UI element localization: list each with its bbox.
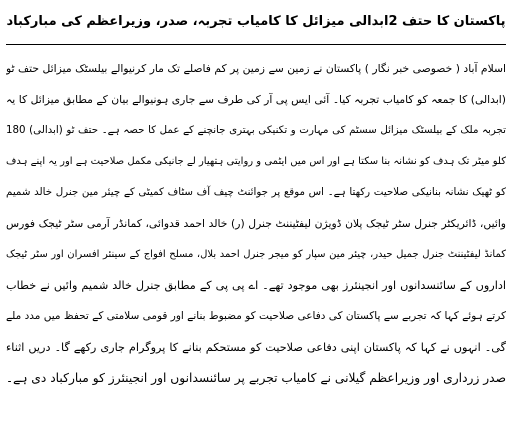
body-line: اداروں کے سائنسدانوں اور انجینئرز بھی موجود تھے۔ اے پی پی کے مطابق جنرل خالد شمیم وائیں نے خطاب bbox=[6, 279, 506, 292]
body-line: کو ٹھیک نشانہ بنانیکی صلاحیت رکھتا ہے۔ اس موقع پر جوائنٹ چیف آف سٹاف کمیٹی کے چیئر مین جنرل خالد شمیم bbox=[6, 186, 506, 198]
article-body bbox=[6, 53, 506, 394]
body-line: (ابدالی) کا جمعہ کو کامیاب تجربہ کیا۔ آئی ایس پی آر کی طرف سے جاری ہونیوالے بیان کے مطابق میزائل کا یہ bbox=[6, 93, 506, 106]
body-line: کرتے ہوئے کہا کہ تجربے سے پاکستان کی دفاعی صلاحیت کو مضبوط بنانے اور قومی سلامتی کے تحفظ میں مدد ملے bbox=[6, 310, 506, 322]
body-line: کمانڈ لیفٹیننٹ جنرل جمیل حیدر، چیئر مین سپار کو میجر جنرل احمد بلال، مسلح افواج کے سینئر افسران اور سٹر ٹیجک bbox=[6, 249, 506, 260]
body-line: کلو میٹر تک ہدف کو نشانہ بنا سکتا ہے اور اس میں ایٹمی و روایتی ہتھیار لے جانیکی مکمل صلاحیت ہے اور یہ اپنے ہدف bbox=[6, 156, 506, 167]
article-headline: پاکستان کا حتف 2ابدالی میزائل کا کامیاب تجربہ، صدر، وزیراعظم کی مبارکباد bbox=[6, 14, 506, 29]
headline-divider bbox=[6, 44, 506, 45]
body-line: صدر زرداری اور وزیراعظم گیلانی نے کامیاب تجربے پر سائنسدانوں اور انجینئرز کو مبارکباد دی ہے۔ bbox=[6, 371, 506, 385]
body-line: اسلام آباد ( خصوصی خبر نگار ) پاکستان نے زمین سے زمین پر کم فاصلے تک مار کرنیوالے بیلسٹک میزائل حتف ٹو bbox=[6, 62, 506, 75]
body-line: وائیں، ڈائریکٹر جنرل سٹر ٹیجک پلان ڈویژن لیفٹیننٹ جنرل (ر) خالد احمد قدوائی، کمانڈر آرمی سٹر ٹیجک فورس bbox=[6, 217, 506, 230]
body-line: گی۔ انہوں نے کہا کہ پاکستان اپنی دفاعی صلاحیت کو مستحکم بنانے کا پروگرام جاری رکھے گا۔ دریں اثناء bbox=[6, 341, 506, 354]
body-line: تجربہ ملک کے بیلسٹک میزائل سسٹم کی مہارت و تکنیکی بہتری جانچنے کے عمل کا حصہ ہے۔ حتف ٹو (ابدالی) 180 bbox=[6, 124, 506, 136]
